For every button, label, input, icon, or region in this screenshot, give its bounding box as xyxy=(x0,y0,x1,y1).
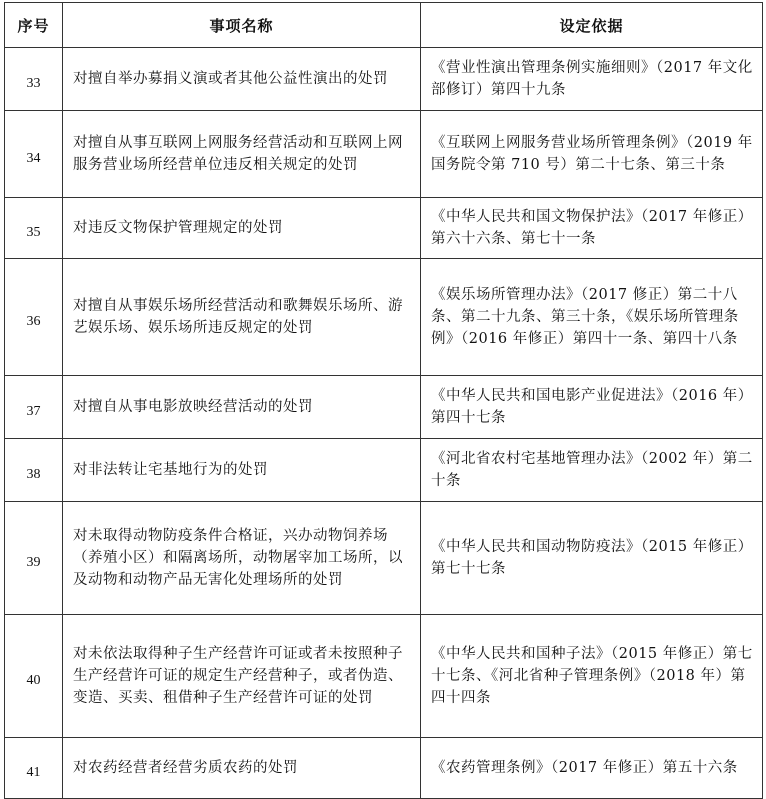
header-basis: 设定依据 xyxy=(421,3,763,48)
table-row xyxy=(5,48,763,111)
legal-basis: 《中华人民共和国动物防疫法》（2015 年修正）第七十七条 xyxy=(421,502,763,615)
legal-basis: 《中华人民共和国种子法》（2015 年修正）第七十七条、《河北省种子管理条例》（2018 年）第四十四条 xyxy=(421,615,763,738)
table-header-row xyxy=(5,3,763,48)
table-row xyxy=(5,198,763,259)
item-name: 对农药经营者经营劣质农药的处罚 xyxy=(63,738,421,799)
row-number: 35 xyxy=(5,198,63,259)
table-row xyxy=(5,439,763,502)
row-number: 37 xyxy=(5,376,63,439)
regulation-table xyxy=(4,2,763,799)
row-number: 41 xyxy=(5,738,63,799)
item-name: 对未依法取得种子生产经营许可证或者未按照种子生产经营许可证的规定生产经营种子，或者伪造、变造、买卖、租借种子生产经营许可证的处罚 xyxy=(63,615,421,738)
legal-basis: 《农药管理条例》（2017 年修正）第五十六条 xyxy=(421,738,763,799)
row-number: 33 xyxy=(5,48,63,111)
item-name: 对擅自从事电影放映经营活动的处罚 xyxy=(63,376,421,439)
table-row xyxy=(5,376,763,439)
row-number: 36 xyxy=(5,259,63,376)
row-number: 38 xyxy=(5,439,63,502)
legal-basis: 《中华人民共和国文物保护法》（2017 年修正）第六十六条、第七十一条 xyxy=(421,198,763,259)
row-number: 39 xyxy=(5,502,63,615)
header-name: 事项名称 xyxy=(63,3,421,48)
table-row xyxy=(5,502,763,615)
table-row xyxy=(5,615,763,738)
item-name: 对擅自从事娱乐场所经营活动和歌舞娱乐场所、游艺娱乐场、娱乐场所违反规定的处罚 xyxy=(63,259,421,376)
header-no: 序号 xyxy=(5,3,63,48)
table-row xyxy=(5,111,763,198)
legal-basis: 《营业性演出管理条例实施细则》（2017 年文化部修订）第四十九条 xyxy=(421,48,763,111)
item-name: 对违反文物保护管理规定的处罚 xyxy=(63,198,421,259)
row-number: 34 xyxy=(5,111,63,198)
table-row xyxy=(5,259,763,376)
item-name: 对未取得动物防疫条件合格证，兴办动物饲养场（养殖小区）和隔离场所，动物屠宰加工场所，以及动物和动物产品无害化处理场所的处罚 xyxy=(63,502,421,615)
legal-basis: 《互联网上网服务营业场所管理条例》（2019 年国务院令第 710 号）第二十七条、第三十条 xyxy=(421,111,763,198)
row-number: 40 xyxy=(5,615,63,738)
legal-basis: 《娱乐场所管理办法》（2017 修正）第二十八条、第二十九条、第三十条，《娱乐场所管理条例》（2016 年修正）第四十一条、第四十八条 xyxy=(421,259,763,376)
legal-basis: 《中华人民共和国电影产业促进法》（2016 年）第四十七条 xyxy=(421,376,763,439)
item-name: 对擅自从事互联网上网服务经营活动和互联网上网服务营业场所经营单位违反相关规定的处罚 xyxy=(63,111,421,198)
item-name: 对非法转让宅基地行为的处罚 xyxy=(63,439,421,502)
table-row xyxy=(5,738,763,799)
item-name: 对擅自举办募捐义演或者其他公益性演出的处罚 xyxy=(63,48,421,111)
legal-basis: 《河北省农村宅基地管理办法》（2002 年）第二十条 xyxy=(421,439,763,502)
